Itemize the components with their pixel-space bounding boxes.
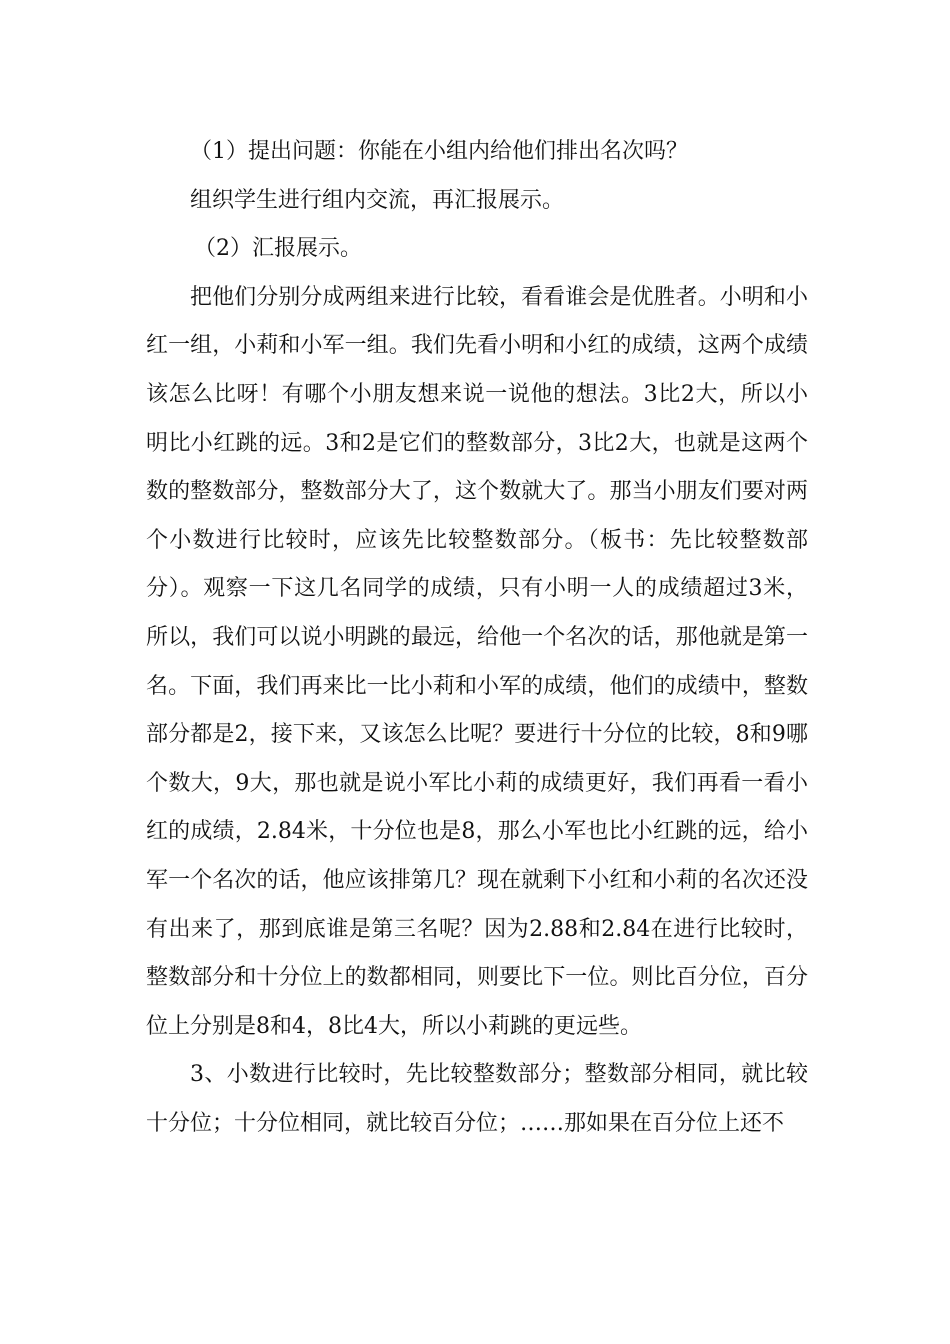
- paragraph-report-heading: （2）汇报展示。: [194, 236, 362, 262]
- paragraph-question: （1）提出问题：你能在小组内给他们排出名次吗？: [190, 139, 688, 164]
- document-body: [146, 128, 808, 1148]
- paragraph-comparison-explanation: 把他们分别分成两组来进行比较，看看谁会是优胜者。小明和小红一组，小莉和小军一组。我们先看小明和小红的成绩，这两个成绩该怎么比呀！有哪个小朋友想来说一说他的想法。3比2大，所以小明比小红跳的远。3和2是它们的整数部分，3比2大，也就是这两个数的整数部分，整数部分大了，这个数就大了。那当小朋友们要对两个小数进行比较时，应该先比较整数部分。（板书：先比较整数部分）。观察一下这几名同学的成绩，只有小明一人的成绩超过3米，所以，我们可以说小明跳的最远，给他一个名次的话，那他就是第一名。下面，我们再来比一比小莉和小军的成绩，他们的成绩中，整数部分都是2，接下来，又该怎么比呢？要进行十分位的比较，8和9哪个数大，9大，那也就是说小军比小莉的成绩更好，我们再看一看小红的成绩，2.84米，十分位也是8，那么小军也比小红跳的远，给小军一个名次的话，他应该排第几？现在就剩下小红和小莉的名次还没有出来了，那到底谁是第三名呢？因为2.88和2.84在进行比较时，整数部分和十分位上的数都相同，则要比下一位。则比百分位，百分位上分别是8和4，8比4大，所以小莉跳的更远些。: [146, 284, 808, 1039]
- paragraph-decimal-rule: 3、小数进行比较时，先比较整数部分；整数部分相同，就比较十分位；十分位相同，就比较百分位；……那如果在百分位上还不: [146, 1062, 808, 1136]
- paragraph-group-exchange: 组织学生进行组内交流，再汇报展示。: [190, 187, 565, 213]
